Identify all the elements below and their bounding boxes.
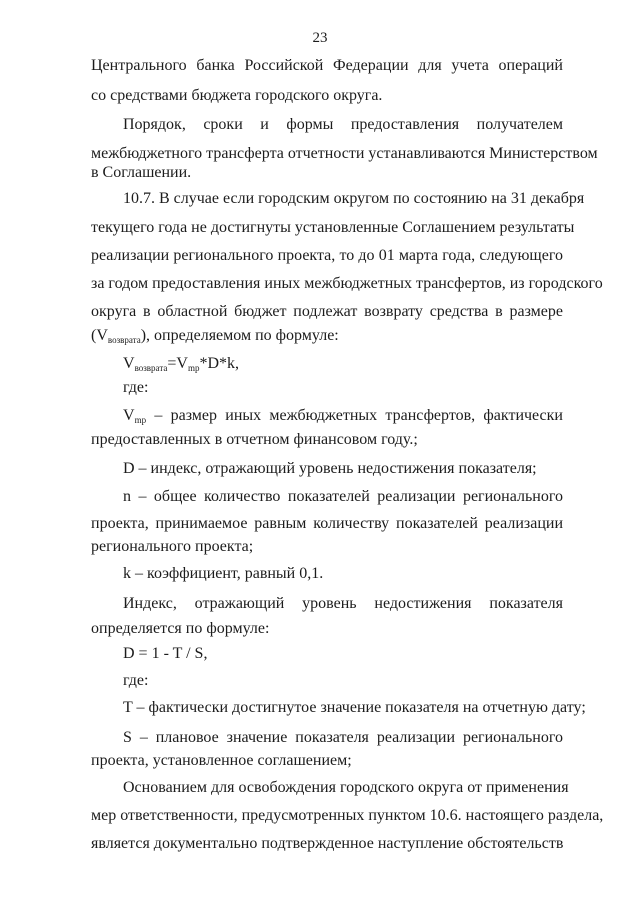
paragraph-start: $V_{mp}$ – размер иных межбюджетных трансфертов, фактически [123,407,563,425]
text-line: где: [123,672,149,689]
formula-v-return: $V_{возврата}=V_{mp}*D*k$, [123,355,240,373]
text-line: Центрального банка Российской Федерации для учета операций [91,57,563,74]
text-line: предоставленных в отчетном финансовом году.; [91,431,418,448]
text-line: мер ответственности, предусмотренных пунктом 10.6. настоящего раздела, [91,807,604,824]
text-line: проекта, принимаемое равным количеству показателей реализации [91,515,563,532]
text-line: является документально подтвержденное наступление обстоятельств [91,835,564,852]
text-line: со средствами бюджета городского округа. [91,87,383,104]
text-line: проекта, установленное соглашением; [91,752,352,769]
paragraph-start: n – общее количество показателей реализации регионального [123,488,563,505]
page-number: 23 [312,30,328,46]
text-line: регионального проекта; [91,538,254,555]
paragraph-start: k – коэффициент, равный 0,1. [123,565,324,582]
paragraph-start: Индекс, отражающий уровень недостижения показателя [123,595,563,612]
text-line: $(V_{возврата})$, определяемом по формуле: [91,327,339,345]
paragraph-start: Основанием для освобождения городского округа от применения [123,779,569,796]
paragraph-start: T – фактически достигнутое значение показателя на отчетную дату; [123,699,586,716]
text-line: реализации регионального проекта, то до 01 марта года, следующего [91,247,563,264]
text-line: межбюджетного трансферта отчетности устанавливаются Министерством [91,145,598,162]
paragraph-start: S – плановое значение показателя реализации регионального [123,729,563,746]
text-line: определяется по формуле: [91,620,270,637]
text-line: текущего года не достигнуты установленные Соглашением результаты [91,219,575,236]
formula-d: D = 1 - T / S, [123,645,208,662]
text-line: округа в областной бюджет подлежат возврату средства в размере [91,303,563,320]
text-line: где: [123,379,149,396]
text-line: в Соглашении. [91,164,192,181]
paragraph-start: D – индекс, отражающий уровень недостижения показателя; [123,460,537,477]
paragraph-start: 10.7. В случае если городским округом по состоянию на 31 декабря [123,190,585,207]
paragraph-start: Порядок, сроки и формы предоставления получателем [123,116,563,133]
text-line: за годом предоставления иных межбюджетных трансфертов, из городского [91,275,603,292]
